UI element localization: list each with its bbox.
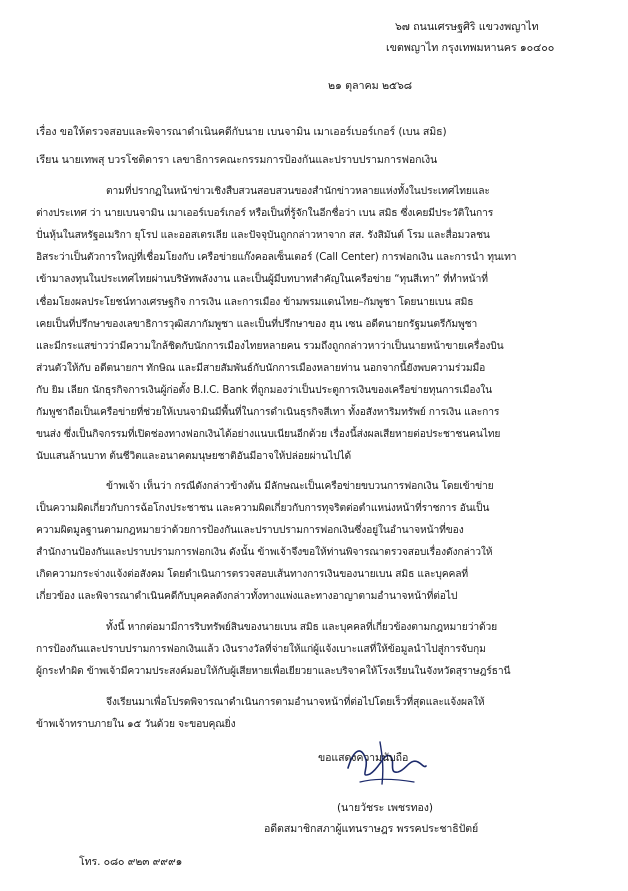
- paragraph-line: และมีกระแสข่าวว่ามีความใกล้ชิดกับนักการเมืองไทยหลายคน รวมถึงถูกกล่าวหาว่าเป็นนายหน้าขายเครื่องบิน: [36, 340, 504, 352]
- paragraph-line: ผู้กระทำผิด ข้าพเจ้ามีความประสงค์มอบให้กับผู้เสียหายเพื่อเยียวยาและบริจาคให้โรงเรียนในจังหวัดสุราษฎร์ธานี: [36, 665, 511, 677]
- paragraph-line: เชื่อมโยงผลประโยชน์ทางเศรษฐกิจ การเงิน และการเมือง ข้ามพรมแดนไทย–กัมพูชา โดยนายเบน สมิธ: [36, 296, 474, 308]
- letter-date: ๒๑ ตุลาคม ๒๕๖๘: [328, 79, 413, 92]
- paragraph-line: การป้องกันและปราบปรามการฟอกเงินแล้ว เงินรางวัลที่จ่ายให้แก่ผู้แจ้งเบาะแสที่ให้ข้อมูลนำไปสู่การจับกุม: [36, 643, 486, 655]
- paragraph-line: เกี่ยวข้อง และพิจารณาดำเนินคดีกับบุคคลดังกล่าวทั้งทางแพ่งและทางอาญาตามอำนาจหน้าที่ต่อไป: [36, 590, 458, 602]
- letter-subject: เรื่อง ขอให้ตรวจสอบและพิจารณาดำเนินคดีกับนาย เบนจามิน เมาเออร์เบอร์เกอร์ (เบน สมิธ): [36, 126, 447, 138]
- paragraph-line: ปั่นหุ้นในสหรัฐอเมริกา ยุโรป และออสเตรเลีย และปัจจุบันถูกกล่าวหาจาก สส. รังสิมันต์ โรม และสื่อมวลชน: [36, 229, 490, 241]
- paragraph-line: ต่างประเทศ ว่า นายเบนจามิน เมาเออร์เบอร์เกอร์ หรือเป็นที่รู้จักในอีกชื่อว่า เบน สมิธ ซึ่งเคยมีประวัติในการ: [36, 207, 494, 219]
- paragraph-line: เข้ามาลงทุนในประเทศไทยผ่านบริษัทพลังงาน และเป็นผู้มีบทบาทสำคัญในเครือข่าย “ทุนสีเทา” ที่ทำหน้าที่: [36, 273, 488, 285]
- paragraph-line: นับแสนล้านบาท ต้นชีวิตและอนาคตมนุษยชาติอันมีอาจให้ปล่อยผ่านไปได้: [36, 450, 352, 462]
- contact-phone: โทร. ๐๘๐ ๙๒๓ ๙๙๙๑: [79, 856, 183, 868]
- paragraph-line: ความผิดมูลฐานตามกฎหมายว่าด้วยการป้องกันและปราบปรามการฟอกเงินซึ่งอยู่ในอำนาจหน้าที่ของ: [36, 524, 464, 536]
- paragraph-line: ตามที่ปรากฏในหน้าข่าวเชิงสืบสวนสอบสวนของสำนักข่าวหลายแห่งทั้งในประเทศไทยและ: [106, 185, 490, 197]
- signer-title: อดีตสมาชิกสภาผู้แทนราษฎร พรรคประชาธิปัตย์: [264, 823, 479, 835]
- paragraph-line: ทั้งนี้ หากต่อมามีการริบทรัพย์สินของนายเบน สมิธ และบุคคลที่เกี่ยวข้องตามกฎหมายว่าด้วย: [106, 621, 498, 633]
- paragraph-line: ข้าพเจ้าทราบภายใน ๑๕ วันด้วย จะขอบคุณยิ่ง: [36, 718, 236, 730]
- paragraph-line: กับ ยิม เลียก นักธุรกิจการเงินผู้ก่อตั้ง B.I.C. Bank ที่ถูกมองว่าเป็นประตูการเงินของเครือข่ายทุนการเมืองใน: [36, 384, 493, 396]
- sender-address-line-1: ๖๗ ถนนเศรษฐศิริ แขวงพญาไท: [395, 20, 539, 33]
- paragraph-line: ขนส่ง ซึ่งเป็นกิจกรรมที่เปิดช่องทางฟอกเงินได้อย่างแนบเนียนอีกด้วย เรื่องนี้ส่งผลเสียหายต่อประชาชนคนไทย: [36, 428, 501, 440]
- paragraph-line: ข้าพเจ้า เห็นว่า กรณีดังกล่าวข้างต้น มีลักษณะเป็นเครือข่ายขบวนการฟอกเงิน โดยเข้าข่าย: [106, 480, 494, 492]
- paragraph-line: เคยเป็นที่ปรึกษาของเลขาธิการวุฒิสภากัมพูชา และเป็นที่ปรึกษาของ ฮุน เซน อดีตนายกรัฐมนตรีกัมพูชา: [36, 318, 478, 330]
- closing-phrase: ขอแสดงความนับถือ: [318, 752, 409, 764]
- paragraph-line: เป็นความผิดเกี่ยวกับการฉ้อโกงประชาชน และความผิดเกี่ยวกับการทุจริตต่อตำแหน่งหน้าที่ราชการ อันเป็น: [36, 502, 490, 514]
- paragraph-line: อิสระว่าเป็นตัวการใหญ่ที่เชื่อมโยงกับ เครือข่ายแก๊งคอลเซ็นเตอร์ (Call Center) การฟอกเงิน และการนำ ทุนเทา: [36, 251, 517, 263]
- paragraph-line: เกิดความกระจ่างแจ้งต่อสังคม โดยดำเนินการตรวจสอบเส้นทางการเงินของนายเบน สมิธ และบุคคลที่: [36, 568, 469, 580]
- paragraph-line: จึงเรียนมาเพื่อโปรดพิจารณาดำเนินการตามอำนาจหน้าที่ต่อไปโดยเร็วที่สุดและแจ้งผลให้: [106, 696, 485, 708]
- paragraph-line: สำนักงานป้องกันและปราบปรามการฟอกเงิน ดังนั้น ข้าพเจ้าจึงขอให้ท่านพิจารณาตรวจสอบเรื่องดังกล่าวให้: [36, 546, 493, 558]
- paragraph-line: ส่วนตัวให้กับ อดีตนายกฯ ทักษิณ และมีสายสัมพันธ์กับนักการเมืองหลายท่าน นอกจากนี้ยังพบความร่วมมือ: [36, 362, 486, 374]
- paragraph-line: กัมพูชาถือเป็นเครือข่ายที่ช่วยให้เบนจามินมีพื้นที่ในการดำเนินธุรกิจสีเทา ทั้งอสังหาริมทรัพย์ การเงิน และการ: [36, 406, 500, 418]
- sender-address-line-2: เขตพญาไท กรุงเทพมหานคร ๑๐๔๐๐: [386, 41, 555, 54]
- letter-recipient: เรียน นายเทพสุ บวรโชติดารา เลขาธิการคณะกรรมการป้องกันและปราบปรามการฟอกเงิน: [36, 154, 438, 166]
- signer-name: (นายวัชระ เพชรทอง): [337, 802, 433, 814]
